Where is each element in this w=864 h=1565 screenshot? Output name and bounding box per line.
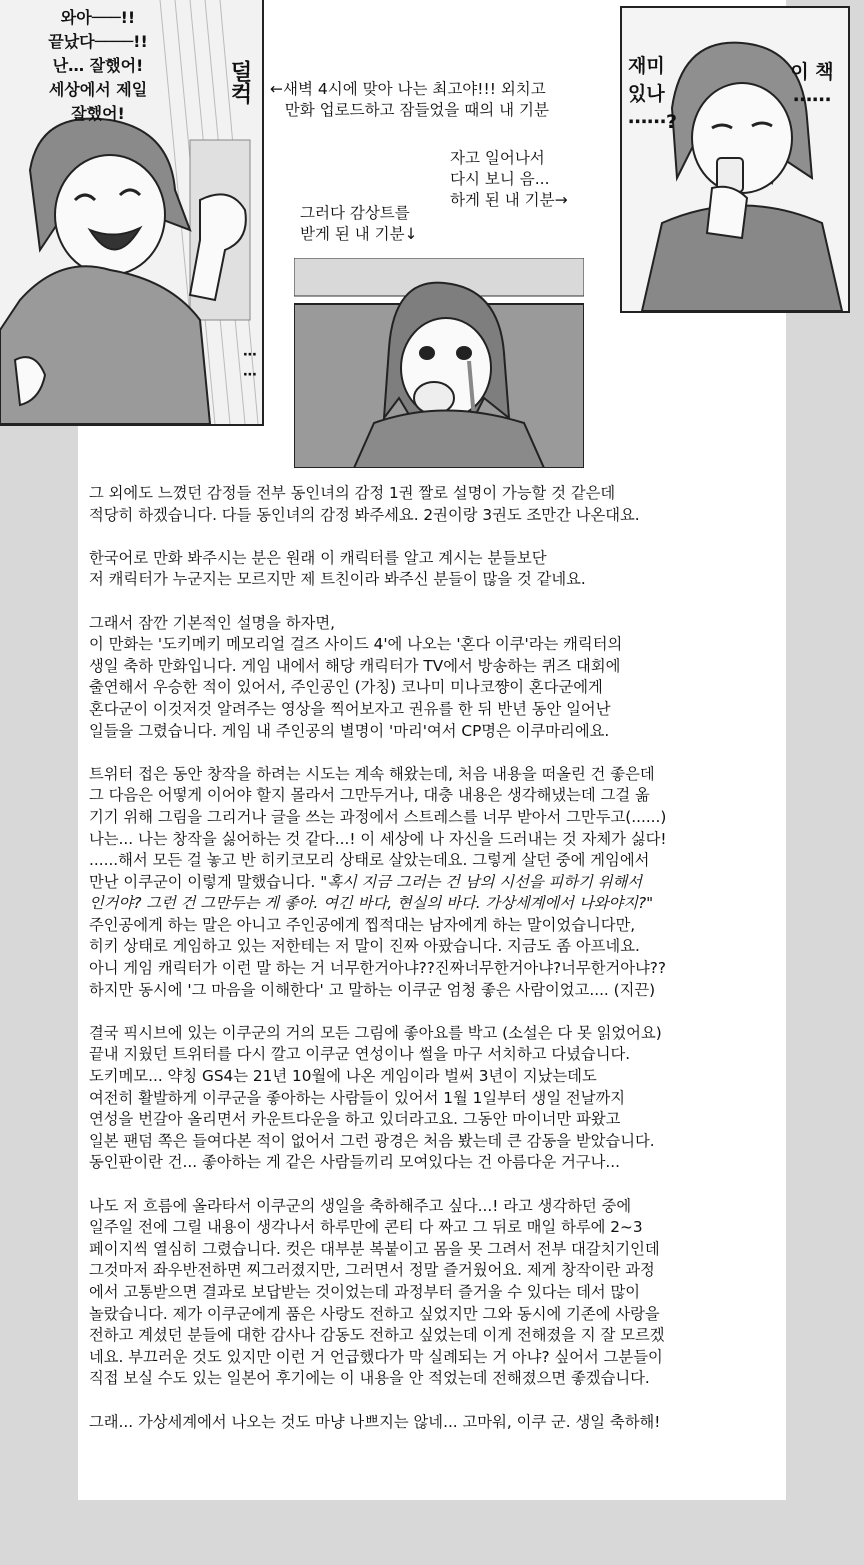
comic-panel-center: [294, 258, 584, 468]
ikukun-quote: "혹시 지금 그러는 건 남의 시선을 피하기 위해서 인거야? 그런 건 그만두는 게 좋아. 여긴 바다, 현실의 바다. 가상세계에서 나와야지?": [89, 872, 654, 913]
caption-middle-right: 자고 일어나서 다시 보니 음... 하게 된 내 기분→: [450, 149, 568, 209]
speech-bubble-fun: 재미 있나 ⋯⋯?: [628, 55, 678, 133]
crying-character-illustration: [294, 258, 584, 468]
caption-middle-left: 그러다 감상트를 받게 된 내 기분↓: [300, 204, 418, 243]
paragraph-7: 그래... 가상세계에서 나오는 것도 마냥 나쁘지는 않네... 고마워, 이쿠 군. 생일 축하해!: [89, 1412, 661, 1431]
paragraph-5: 결국 픽시브에 있는 이쿠군의 거의 모든 그림에 좋아요를 박고 (소설은 다 못 읽었어요) 끝내 지웠던 트위터를 다시 깔고 이쿠군 연성이나 썰을 마구 서치하고 다녔습니다. 도키메모... 약칭 GS4는 21년 10월에 나온 게임이라 벌써 3년이 지났는데도 여전히 활발하게 이쿠군을 좋아하는 사람들이 있어서 1월 1일부터 생일 전날까지 연성을 번갈아 올리면서 카운트다운을 하고 있더라고요. 그동안 마이너만 파왔고 일본 팬덤 쪽은 들여다본 적이 없어서 그런 광경은 처음 봤는데 큰 감동을 받았습니다. 동인판이란 건... 좋아하는 게 같은 사람들끼리 모여있다는 건 아름다운 거구나...: [89, 1023, 662, 1172]
afterword-text: [89, 483, 789, 1455]
dots-text: ⋯ ⋯: [243, 347, 257, 383]
paragraph-2: 한국어로 만화 봐주시는 분은 원래 이 캐릭터를 알고 계시는 분들보단 저 캐릭터가 누군지는 모르지만 제 트친이라 봐주신 분들이 많을 것 같네요.: [89, 548, 586, 589]
comic-panel-left: [0, 0, 264, 426]
speech-bubble-this-book: 이 책 ⋯⋯: [790, 61, 834, 111]
comic-panel-right: [620, 6, 850, 313]
sfx-vertical: 덜컥: [227, 60, 252, 104]
paragraph-4-lead: 트위터 접은 동안 창작을 하려는 시도는 계속 해왔는데, 처음 내용을 떠올린 건 좋은데 그 다음은 어떻게 이어야 할지 몰라서 그만두거나, 대충 내용은 생각해냈는데 그걸 옮 기기 위해 그림을 그리거나 글을 쓰는 과정에서 스트레스를 너무 받아서 그만두고(......) 나는... 나는 창작을 싫어하는 것 같다...! 이 세상에 나 자신을 드러내는 것 자체가 싫다! ......해서 모든 걸 놓고 반 히키코모리 상태로 살았는데요. 그렇게 살던 중에 게임에서 만난 이쿠군이 이렇게 말했습니다.: [89, 764, 667, 891]
paragraph-6: 나도 저 흐름에 올라타서 이쿠군의 생일을 축하해주고 싶다...! 라고 생각하던 중에 일주일 전에 그릴 내용이 생각나서 하루만에 콘티 다 짜고 그 뒤로 매일 하루에 2~3 페이지씩 열심히 그렸습니다. 컷은 대부분 복붙이고 몸을 못 그려서 전부 대갈치기인데 그것마저 좌우반전하면 찌그러졌지만, 그러면서 정말 즐거웠어요. 제게 창작이란 과정 에서 고통받으면 결과로 보답받는 것이었는데 과정부터 즐거울 수 있다는 데서 많이 놀랐습니다. 제가 이쿠군에게 품은 사랑도 전하고 싶었지만 그와 동시에 기존에 사랑을 전하고 계셨던 분들에 대한 감사나 감동도 전하고 싶었는데 이게 전해졌을 지 잘 모르겠 네요. 부끄러운 것도 있지만 이런 거 언급했다가 막 실례되는 거 아냐? 싶어서 그분들이 직접 보실 수도 있는 일본어 후기에는 이 내용을 안 적었는데 전해졌으면 좋겠습니다.: [89, 1196, 665, 1388]
paragraph-3: 그래서 잠깐 기본적인 설명을 하자면, 이 만화는 '도키메키 메모리얼 걸즈 사이드 4'에 나오는 '혼다 이쿠'라는 캐릭터의 생일 축하 만화입니다. 게임 내에서 해당 캐릭터가 TV에서 방송하는 퀴즈 대회에 출연해서 우승한 적이 있어서, 주인공인 (가칭) 코나미 미나코쨩이 혼다군에게 혼다군이 이것저것 알려주는 영상을 찍어보자고 권유를 한 뒤 반년 동안 일어난 일들을 그렸습니다. 게임 내 주인공의 별명이 '마리'여서 CP명은 이쿠마리에요.: [89, 613, 623, 740]
paragraph-1: 그 외에도 느꼈던 감정들 전부 동인녀의 감정 1권 짤로 설명이 가능할 것 같은데 적당히 하겠습니다. 다들 동인녀의 감정 봐주세요. 2권이랑 3권도 조만간 나온대요.: [89, 484, 640, 524]
paragraph-4-tail: 주인공에게 하는 말은 아니고 주인공에게 찝적대는 남자에게 하는 말이었습니다만, 히키 상태로 게임하고 있는 저한테는 저 말이 진짜 아팠습니다. 지금도 좀 아프네요. 아니 게임 캐릭터가 이런 말 하는 거 너무한거아냐??진짜너무한거아냐?너무한거아냐?? 하지만 동시에 '그 마음을 이해한다' 고 말하는 이쿠군 엄청 좋은 사람이었고.... (지끈): [89, 915, 667, 999]
paragraph-4: [89, 764, 789, 1002]
shout-text: 와아───!! 끝났다────!! 난… 잘했어! 세상에서 제일 잘했어!: [48, 8, 148, 123]
caption-top: ←새벽 4시에 맞아 나는 최고야!!! 외치고 만화 업로드하고 잠들었을 때의 내 기분: [270, 80, 549, 119]
